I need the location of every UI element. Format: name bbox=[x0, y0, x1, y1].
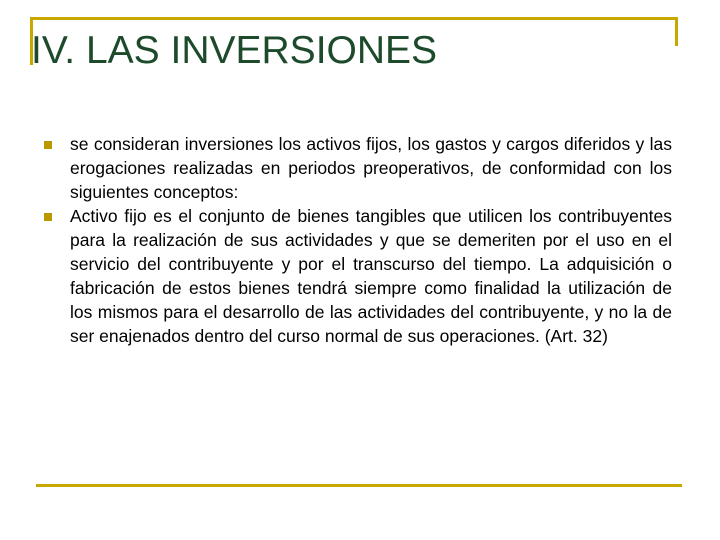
title-frame-right-rule bbox=[675, 17, 678, 46]
bullet-text: Activo fijo es el conjunto de bienes tangibles que utilicen los contribuyentes para la realización de sus actividades y que se demeriten por el uso en el servicio del contribuyente y por el transcurso del tiempo. La adquisición o fabricación de estos bienes tendrá siempre como finalidad la utilización de los mismos para el desarrollo de las actividades del contribuyente, y no la de ser enajenados dentro del curso normal de sus operaciones. (Art. 32) bbox=[70, 206, 672, 346]
bullet-item bbox=[42, 132, 672, 204]
bullet-item bbox=[42, 204, 672, 348]
bullet-list bbox=[42, 132, 672, 348]
footer-rule bbox=[36, 484, 682, 487]
square-bullet-icon bbox=[44, 141, 52, 149]
square-bullet-icon bbox=[44, 213, 52, 221]
title-frame-top-rule bbox=[30, 17, 678, 20]
bullet-text: se consideran inversiones los activos fijos, los gastos y cargos diferidos y las erogaciones realizadas en periodos preoperativos, de conformidad con los siguientes conceptos: bbox=[70, 134, 672, 202]
slide-title: IV. LAS INVERSIONES bbox=[31, 29, 438, 72]
